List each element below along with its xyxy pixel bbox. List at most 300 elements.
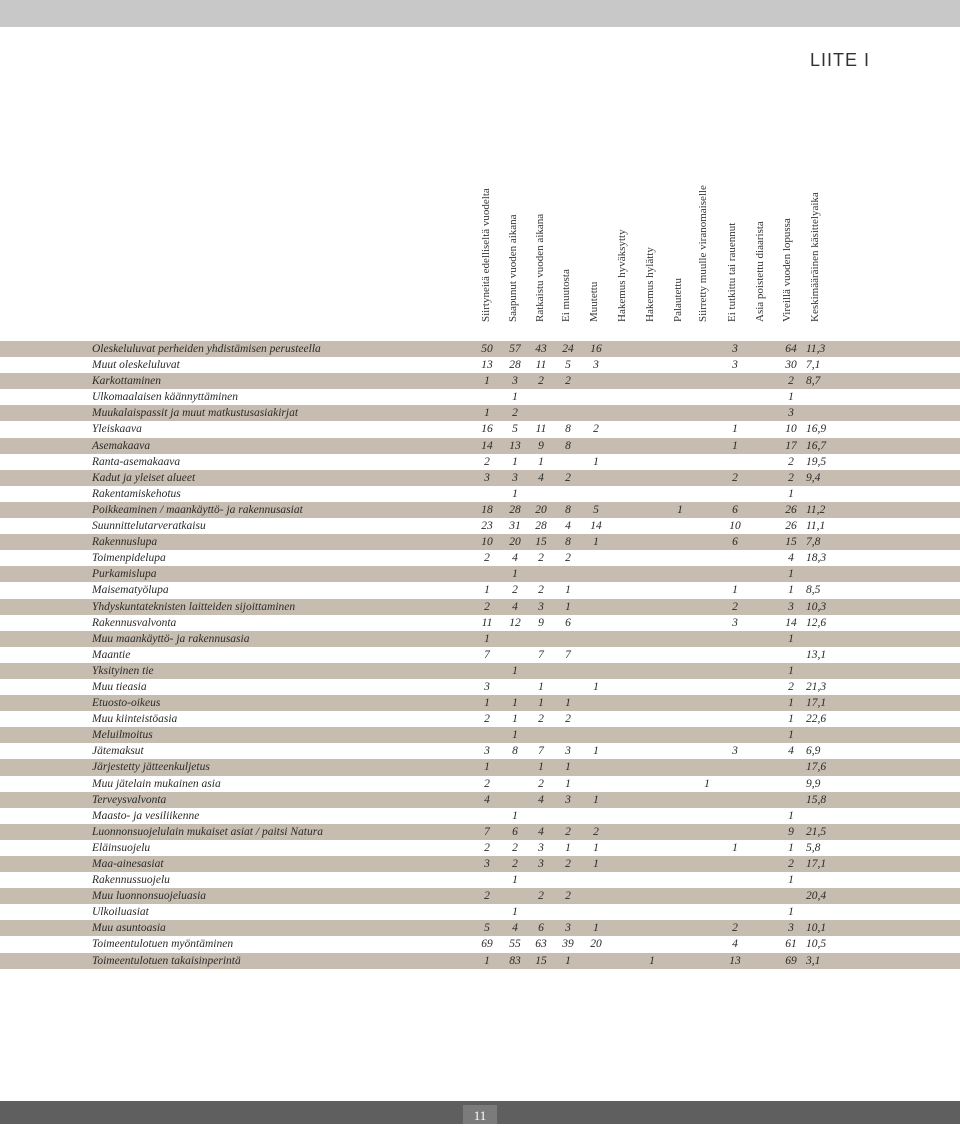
table-cell: 1: [593, 745, 599, 758]
table-cell: [749, 936, 777, 952]
table-cell: [638, 470, 666, 486]
table-cell: [693, 518, 721, 534]
table-cell: 3: [484, 858, 490, 870]
table-cell: [721, 711, 749, 727]
page-number: 11: [463, 1105, 497, 1124]
table-cell: [693, 550, 721, 566]
table-row: [0, 454, 960, 470]
table-cell: [638, 888, 666, 904]
table-cell: 4: [732, 938, 738, 951]
table-cell: 2: [565, 713, 571, 726]
table-cell: [610, 421, 638, 437]
table-cell: [693, 953, 721, 969]
table-cell: 3: [732, 343, 738, 355]
table-cell: [666, 534, 694, 550]
table-cell: 4: [512, 600, 518, 613]
table-cell: [473, 389, 501, 405]
table-cell: 2: [484, 777, 490, 790]
table-row: [0, 502, 960, 518]
table-cell: 3: [732, 745, 738, 758]
table-cell: [693, 373, 721, 389]
table-cell: 1: [484, 954, 490, 967]
table-cell: [721, 888, 749, 904]
table-cell: 9: [788, 825, 794, 838]
table-cell: 2: [538, 713, 544, 726]
table-cell: [610, 534, 638, 550]
table-cell: [610, 582, 638, 598]
table-cell: 63: [535, 938, 547, 951]
table-cell: [527, 389, 555, 405]
table-cell: [610, 550, 638, 566]
row-label: Muukalaispassit ja muut matkustusasiakirjat: [92, 407, 299, 420]
table-cell: [610, 615, 638, 631]
table-cell: [693, 405, 721, 421]
table-cell: [501, 792, 529, 808]
table-cell: [749, 534, 777, 550]
table-cell: 64: [785, 343, 797, 355]
table-cell: [666, 582, 694, 598]
table-cell: 15: [535, 536, 547, 549]
table-cell: [473, 727, 501, 743]
table-cell: [749, 631, 777, 647]
table-cell: [721, 486, 749, 502]
table-cell: 1: [538, 455, 544, 468]
table-cell: 1: [788, 697, 794, 710]
table-cell: [666, 405, 694, 421]
appendix-label: LIITE I: [809, 50, 870, 70]
table-cell: 2: [512, 858, 518, 870]
table-cell: [693, 759, 721, 775]
column-header: Saapunut vuoden aikana: [507, 214, 519, 322]
table-cell: [693, 711, 721, 727]
table-cell: [749, 582, 777, 598]
table-cell: [693, 438, 721, 454]
table-cell: 4: [538, 793, 544, 806]
table-cell: 2: [512, 584, 518, 597]
table-cell: 21,3: [806, 680, 827, 693]
table-cell: 9,9: [806, 777, 821, 790]
table-cell: [554, 808, 582, 824]
table-cell: [554, 486, 582, 502]
table-row: [0, 631, 960, 647]
row-label: Ulkoiluasiat: [92, 906, 149, 919]
table-cell: [501, 647, 529, 663]
table-cell: [721, 695, 749, 711]
table-cell: 8: [565, 423, 571, 436]
table-cell: [806, 405, 846, 421]
table-cell: [610, 663, 638, 679]
table-cell: 14: [590, 520, 602, 533]
table-cell: 1: [484, 375, 490, 388]
table-cell: 12,6: [806, 616, 827, 629]
table-cell: [582, 582, 610, 598]
table-cell: [638, 599, 666, 615]
table-row: [0, 534, 960, 550]
table-cell: [666, 373, 694, 389]
table-cell: [638, 647, 666, 663]
table-cell: [666, 454, 694, 470]
table-cell: 10: [729, 520, 741, 533]
table-cell: 39: [562, 938, 574, 951]
table-cell: 1: [565, 697, 571, 710]
table-cell: [638, 663, 666, 679]
table-cell: [666, 599, 694, 615]
table-cell: [693, 421, 721, 437]
table-cell: [610, 727, 638, 743]
table-cell: 7: [538, 745, 544, 758]
column-header: Ei muutosta: [560, 269, 572, 322]
table-cell: 1: [593, 455, 599, 468]
table-cell: [806, 389, 846, 405]
table-cell: [721, 904, 749, 920]
table-cell: [638, 808, 666, 824]
table-cell: 26: [785, 520, 797, 533]
table-cell: 1: [593, 922, 599, 935]
table-cell: 9: [538, 439, 544, 452]
table-cell: [554, 679, 582, 695]
table-cell: [473, 663, 501, 679]
column-header: Asia poistettu diaarista: [754, 221, 766, 322]
table-row: [0, 582, 960, 598]
table-cell: 15: [535, 954, 547, 967]
table-cell: [777, 888, 805, 904]
table-cell: [582, 566, 610, 582]
table-cell: [693, 872, 721, 888]
table-cell: 11,1: [806, 520, 826, 533]
table-cell: [666, 936, 694, 952]
table-cell: [582, 405, 610, 421]
row-label: Oleskeluluvat perheiden yhdistämisen perusteella: [92, 343, 321, 355]
table-cell: [806, 808, 846, 824]
table-cell: 10,1: [806, 922, 827, 935]
column-header: Muutettu: [588, 281, 600, 322]
table-row: [0, 953, 960, 969]
table-cell: [666, 888, 694, 904]
table-cell: [666, 824, 694, 840]
table-cell: [693, 341, 721, 357]
table-cell: [582, 759, 610, 775]
table-cell: 12: [509, 616, 521, 629]
table-row: [0, 550, 960, 566]
table-cell: 2: [484, 890, 490, 903]
table-cell: [721, 759, 749, 775]
table-cell: [527, 808, 555, 824]
table-cell: 4: [788, 552, 794, 565]
table-cell: [693, 454, 721, 470]
table-cell: [638, 920, 666, 936]
table-cell: [693, 470, 721, 486]
row-label: Muu maankäyttö- ja rakennusasia: [92, 632, 250, 645]
row-label: Järjestetty jätteenkuljetus: [92, 761, 210, 774]
table-cell: 2: [512, 841, 518, 854]
table-cell: [693, 792, 721, 808]
table-cell: 1: [512, 874, 518, 887]
table-cell: 7: [484, 648, 490, 661]
table-cell: 7,8: [806, 536, 821, 549]
table-row: [0, 808, 960, 824]
table-cell: [749, 776, 777, 792]
table-cell: 9,4: [806, 471, 821, 484]
table-cell: [666, 357, 694, 373]
row-label: Maasto- ja vesiliikenne: [92, 809, 200, 822]
table-row: [0, 679, 960, 695]
column-header: Keskimääräinen käsittelyaika: [809, 192, 821, 322]
table-cell: 1: [512, 906, 518, 919]
table-cell: 1: [704, 777, 710, 790]
table-cell: [666, 421, 694, 437]
table-row: [0, 373, 960, 389]
table-cell: 5: [565, 359, 571, 372]
table-cell: [638, 454, 666, 470]
table-cell: 55: [509, 938, 521, 951]
table-cell: 17,1: [806, 858, 827, 870]
table-cell: [749, 502, 777, 518]
table-cell: 1: [484, 632, 490, 645]
table-cell: [554, 904, 582, 920]
table-cell: 1: [788, 713, 794, 726]
table-cell: 69: [785, 954, 797, 967]
table-cell: [638, 776, 666, 792]
column-header: Hakemus hylätty: [644, 247, 656, 322]
table-cell: [693, 502, 721, 518]
row-label: Rakennuslupa: [92, 536, 158, 549]
table-cell: [693, 647, 721, 663]
table-cell: [693, 856, 721, 872]
table-cell: [501, 759, 529, 775]
table-cell: 1: [565, 954, 571, 967]
table-cell: [582, 888, 610, 904]
table-row: [0, 357, 960, 373]
row-label: Muu luonnonsuojeluasia: [92, 890, 207, 903]
table-cell: [610, 824, 638, 840]
table-cell: 6: [538, 922, 544, 935]
table-cell: 20,4: [806, 890, 827, 903]
table-cell: 2: [565, 375, 571, 388]
row-label: Rakennussuojelu: [92, 874, 170, 887]
table-cell: 3: [512, 471, 518, 484]
table-row: [0, 856, 960, 872]
table-cell: 9: [538, 616, 544, 629]
table-cell: 1: [512, 391, 518, 404]
table-row: [0, 615, 960, 631]
table-cell: [638, 405, 666, 421]
table-cell: 1: [788, 874, 794, 887]
table-cell: [582, 486, 610, 502]
table-cell: [666, 389, 694, 405]
table-cell: [721, 405, 749, 421]
table-cell: [693, 904, 721, 920]
table-cell: [749, 550, 777, 566]
table-cell: [610, 920, 638, 936]
table-cell: 2: [484, 552, 490, 565]
table-cell: [749, 953, 777, 969]
table-cell: [721, 566, 749, 582]
table-cell: 3: [565, 922, 571, 935]
row-label: Purkamislupa: [92, 568, 157, 581]
table-cell: [582, 631, 610, 647]
table-cell: 8: [565, 536, 571, 549]
table-cell: 16,9: [806, 423, 827, 436]
table-cell: 2: [565, 471, 571, 484]
table-cell: [638, 936, 666, 952]
row-label: Yleiskaava: [92, 423, 142, 436]
column-header: Siirretty muulle viranomaiselle: [697, 185, 709, 322]
table-cell: 1: [512, 729, 518, 742]
table-cell: [666, 904, 694, 920]
table-cell: 2: [788, 455, 794, 468]
table-cell: [527, 631, 555, 647]
table-cell: [638, 743, 666, 759]
table-cell: 17,6: [806, 761, 827, 774]
table-cell: [749, 389, 777, 405]
table-cell: 17,1: [806, 697, 827, 710]
table-cell: 13: [729, 954, 741, 967]
table-cell: 1: [512, 809, 518, 822]
table-cell: [666, 953, 694, 969]
table-cell: 1: [732, 439, 738, 452]
table-cell: [749, 438, 777, 454]
row-label: Maantie: [92, 648, 131, 661]
table-cell: [554, 566, 582, 582]
table-cell: 3: [788, 407, 794, 420]
table-cell: 7: [484, 825, 490, 838]
table-cell: 6: [732, 536, 738, 549]
table-cell: [693, 888, 721, 904]
table-cell: 2: [732, 600, 738, 613]
table-cell: 1: [593, 793, 599, 806]
table-cell: 2: [565, 552, 571, 565]
table-cell: 3: [788, 922, 794, 935]
table-cell: 16: [481, 423, 493, 436]
table-cell: [582, 872, 610, 888]
table-cell: [473, 904, 501, 920]
table-cell: 2: [484, 455, 490, 468]
row-label: Toimeentulotuen myöntäminen: [92, 938, 234, 951]
table-cell: [749, 872, 777, 888]
table-cell: [721, 550, 749, 566]
table-cell: 3: [732, 616, 738, 629]
table-row: [0, 840, 960, 856]
table-cell: 7,1: [806, 359, 821, 372]
table-cell: 1: [484, 761, 490, 774]
table-cell: 14: [785, 616, 797, 629]
table-cell: 3: [484, 471, 490, 484]
table-row: [0, 936, 960, 952]
table-cell: [721, 824, 749, 840]
table-cell: 2: [538, 584, 544, 597]
table-cell: [693, 679, 721, 695]
table-cell: [582, 904, 610, 920]
table-cell: [527, 904, 555, 920]
table-cell: [666, 470, 694, 486]
table-cell: [666, 341, 694, 357]
table-cell: 1: [788, 809, 794, 822]
table-cell: 8: [512, 745, 518, 758]
table-cell: [638, 341, 666, 357]
table-cell: 1: [512, 487, 518, 500]
table-cell: 1: [593, 858, 599, 870]
table-cell: 11: [535, 359, 547, 372]
table-cell: [693, 631, 721, 647]
table-cell: [666, 727, 694, 743]
table-cell: [749, 341, 777, 357]
table-cell: [610, 904, 638, 920]
table-cell: [749, 727, 777, 743]
row-label: Yhdyskuntateknisten laitteiden sijoittaminen: [92, 600, 296, 613]
row-label: Terveysvalvonta: [92, 793, 167, 806]
table-cell: [582, 373, 610, 389]
table-cell: [749, 711, 777, 727]
table-cell: 3: [593, 359, 599, 372]
table-cell: 7: [538, 648, 544, 661]
table-row: [0, 438, 960, 454]
table-cell: [777, 776, 805, 792]
table-cell: [638, 679, 666, 695]
table-cell: [749, 421, 777, 437]
table-row: [0, 695, 960, 711]
table-cell: [666, 711, 694, 727]
row-label: Jätemaksut: [92, 745, 144, 758]
table-cell: [638, 550, 666, 566]
table-cell: 3: [484, 680, 490, 693]
table-cell: [749, 663, 777, 679]
table-cell: 1: [484, 697, 490, 710]
table-cell: 1: [593, 841, 599, 854]
table-cell: [473, 566, 501, 582]
table-cell: 28: [509, 359, 521, 372]
table-cell: [721, 872, 749, 888]
table-cell: [777, 759, 805, 775]
table-cell: [666, 518, 694, 534]
table-row: [0, 872, 960, 888]
table-cell: [693, 808, 721, 824]
table-cell: [582, 389, 610, 405]
table-cell: 1: [732, 841, 738, 854]
table-cell: 16: [590, 343, 602, 355]
row-label: Rakentamiskehotus: [92, 487, 181, 500]
column-header: Ratkaistu vuoden aikana: [534, 213, 546, 322]
table-cell: 4: [512, 922, 518, 935]
table-cell: [693, 743, 721, 759]
table-cell: 5: [593, 503, 599, 516]
table-cell: 13: [509, 439, 521, 452]
table-cell: 1: [593, 680, 599, 693]
table-cell: 10,3: [806, 600, 827, 613]
table-cell: [610, 518, 638, 534]
table-cell: [666, 808, 694, 824]
table-cell: 6,9: [806, 745, 821, 758]
table-cell: 2: [484, 713, 490, 726]
table-cell: 1: [512, 713, 518, 726]
table-cell: [806, 486, 846, 502]
table-row: [0, 888, 960, 904]
table-cell: [638, 840, 666, 856]
table-cell: 18,3: [806, 552, 827, 565]
table-cell: [693, 663, 721, 679]
table-cell: [721, 389, 749, 405]
table-cell: 4: [788, 745, 794, 758]
table-cell: 26: [785, 503, 797, 516]
table-row: [0, 421, 960, 437]
table-cell: 2: [565, 825, 571, 838]
table-cell: [693, 534, 721, 550]
table-row: [0, 776, 960, 792]
table-row: [0, 470, 960, 486]
table-row: [0, 792, 960, 808]
table-cell: 1: [649, 954, 655, 967]
table-cell: 3: [565, 745, 571, 758]
table-cell: 2: [484, 600, 490, 613]
